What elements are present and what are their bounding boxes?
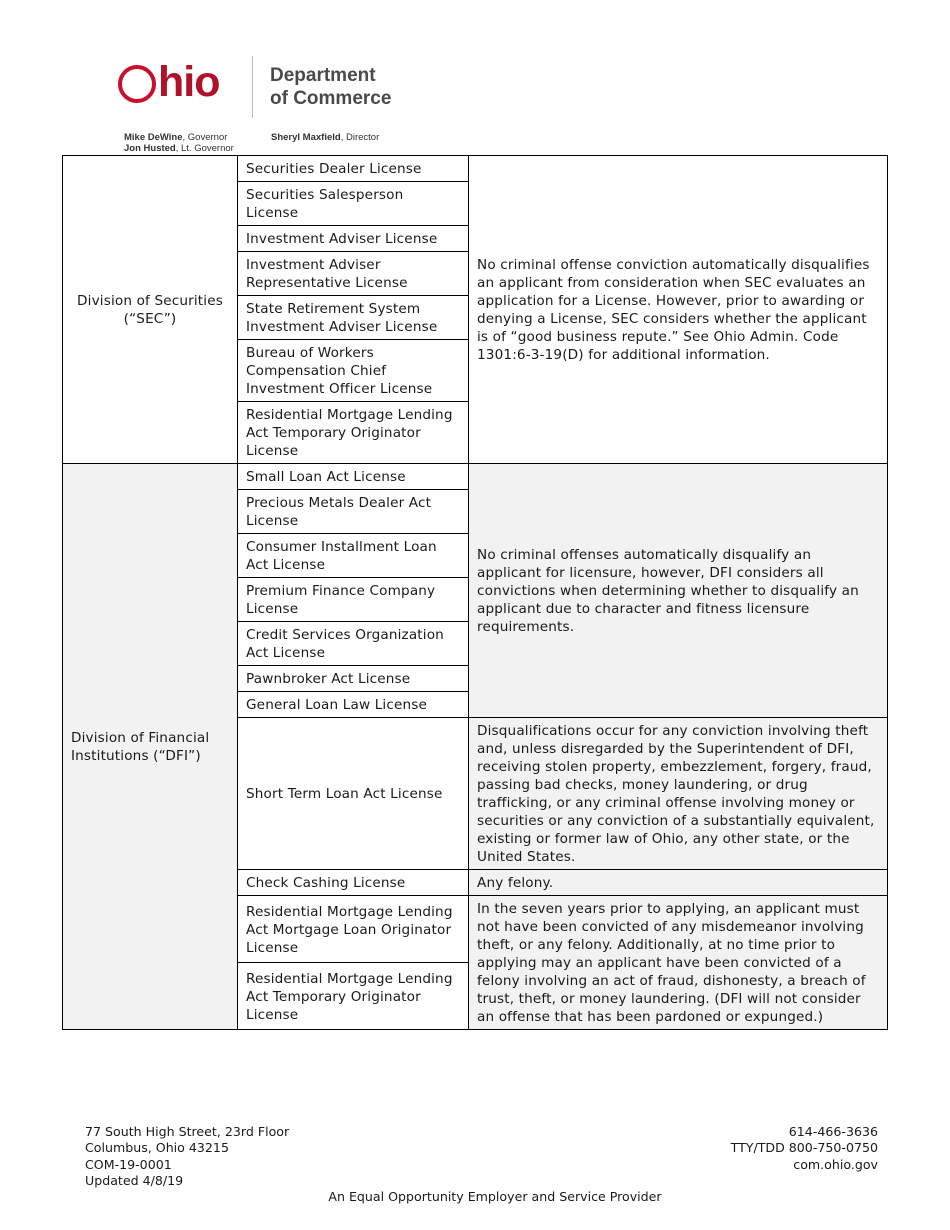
description-cell-mortgage: In the seven years prior to applying, an applicant must not have been convicted of any misdemeanor involving theft, or any felony. Additionally, at no time prior to applying may an applicant have been convicted of a felony involving an act of fraud, dishonesty, a breach of trust, theft, or money laundering. (DFI will not consider an offense that has been pardoned or expunged.) — [469, 896, 888, 1030]
ohio-wordmark-text: hio — [158, 58, 220, 106]
license-cell: Securities Salesperson License — [238, 182, 469, 226]
license-cell: Residential Mortgage Lending Act Temporary Originator License — [238, 402, 469, 464]
license-cell: Investment Adviser License — [238, 226, 469, 252]
license-cell: Premium Finance Company License — [238, 578, 469, 622]
license-disqualification-table — [62, 155, 888, 1030]
updated-date: Updated 4/8/19 — [85, 1173, 184, 1189]
ohio-wordmark — [118, 60, 240, 108]
website-link[interactable]: com.ohio.gov — [793, 1156, 878, 1172]
division-cell-sec: Division of Securities (“SEC”) — [63, 156, 238, 464]
phone-number: 614-466-3636 — [788, 1124, 878, 1139]
logo-divider — [252, 56, 253, 118]
director-title: , Director — [340, 132, 380, 143]
address-line-1: 77 South High Street, 23rd Floor — [85, 1124, 290, 1139]
director-line — [271, 132, 379, 143]
dept-line-1: Department — [270, 65, 376, 86]
address-line-2: Columbus, Ohio 43215 — [85, 1140, 229, 1156]
table-row — [63, 156, 888, 182]
license-cell: Check Cashing License — [238, 870, 469, 896]
license-cell: Residential Mortgage Lending Act Temporary Originator License — [238, 963, 469, 1030]
license-cell: Investment Adviser Representative License — [238, 252, 469, 296]
description-cell-sec: No criminal offense conviction automatically disqualifies an applicant from consideration when SEC evaluates an application for a License. However, prior to awarding or denying a License, SEC considers whether the applicant is of “good business repute.” See Ohio Admin. Code 1301:6-3-19(D) for additional information. — [469, 156, 888, 464]
lt-governor-title: , Lt. Governor — [175, 143, 234, 154]
governor-name: Mike DeWine — [124, 132, 183, 143]
description-cell-check-cashing: Any felony. — [469, 870, 888, 896]
license-cell: Short Term Loan Act License — [238, 718, 469, 870]
license-cell: General Loan Law License — [238, 692, 469, 718]
description-cell-short-term: Disqualifications occur for any conviction involving theft and, unless disregarded by the Superintendent of DFI, receiving stolen property, embezzlement, forgery, fraud, passing bad checks, money laundering, or drug trafficking, or any criminal offense involving money or securities or any conviction of a substantially equivalent, existing or former law of Ohio, any other state, or the United States. — [469, 718, 888, 870]
governor-title: , Governor — [182, 132, 228, 143]
department-name — [270, 64, 391, 110]
lt-governor-name: Jon Husted — [124, 143, 176, 154]
form-number: COM-19-0001 — [85, 1156, 172, 1172]
license-cell: Precious Metals Dealer Act License — [238, 490, 469, 534]
license-cell: Securities Dealer License — [238, 156, 469, 182]
dept-line-2: of Commerce — [270, 88, 392, 109]
lt-governor-line — [124, 143, 234, 154]
division-cell-dfi: Division of Financial Institutions (“DFI”) — [63, 464, 238, 1030]
license-cell: Credit Services Organization Act License — [238, 622, 469, 666]
table-row — [63, 464, 888, 490]
equal-opportunity-statement: An Equal Opportunity Employer and Service Provider — [328, 1189, 662, 1204]
license-cell: Pawnbroker Act License — [238, 666, 469, 692]
license-cell: Small Loan Act License — [238, 464, 469, 490]
director-name: Sheryl Maxfield — [271, 132, 341, 143]
license-cell: Consumer Installment Loan Act License — [238, 534, 469, 578]
license-cell: State Retirement System Investment Adviser License — [238, 296, 469, 340]
officials-block — [124, 132, 234, 154]
tty-number: TTY/TDD 800-750-0750 — [730, 1140, 878, 1156]
license-cell: Bureau of Workers Compensation Chief Investment Officer License — [238, 340, 469, 402]
ohio-logo — [118, 60, 240, 108]
governor-line — [124, 132, 234, 143]
license-cell: Residential Mortgage Lending Act Mortgage Loan Originator License — [238, 896, 469, 963]
ohio-o-ring-icon — [118, 65, 156, 103]
description-cell-dfi-general: No criminal offenses automatically disqualify an applicant for licensure, however, DFI considers all convictions when determining whether to disqualify an applicant due to character and fitness licensure requirements. — [469, 464, 888, 718]
footer-address — [85, 1124, 289, 1190]
footer-contact — [731, 1124, 878, 1173]
